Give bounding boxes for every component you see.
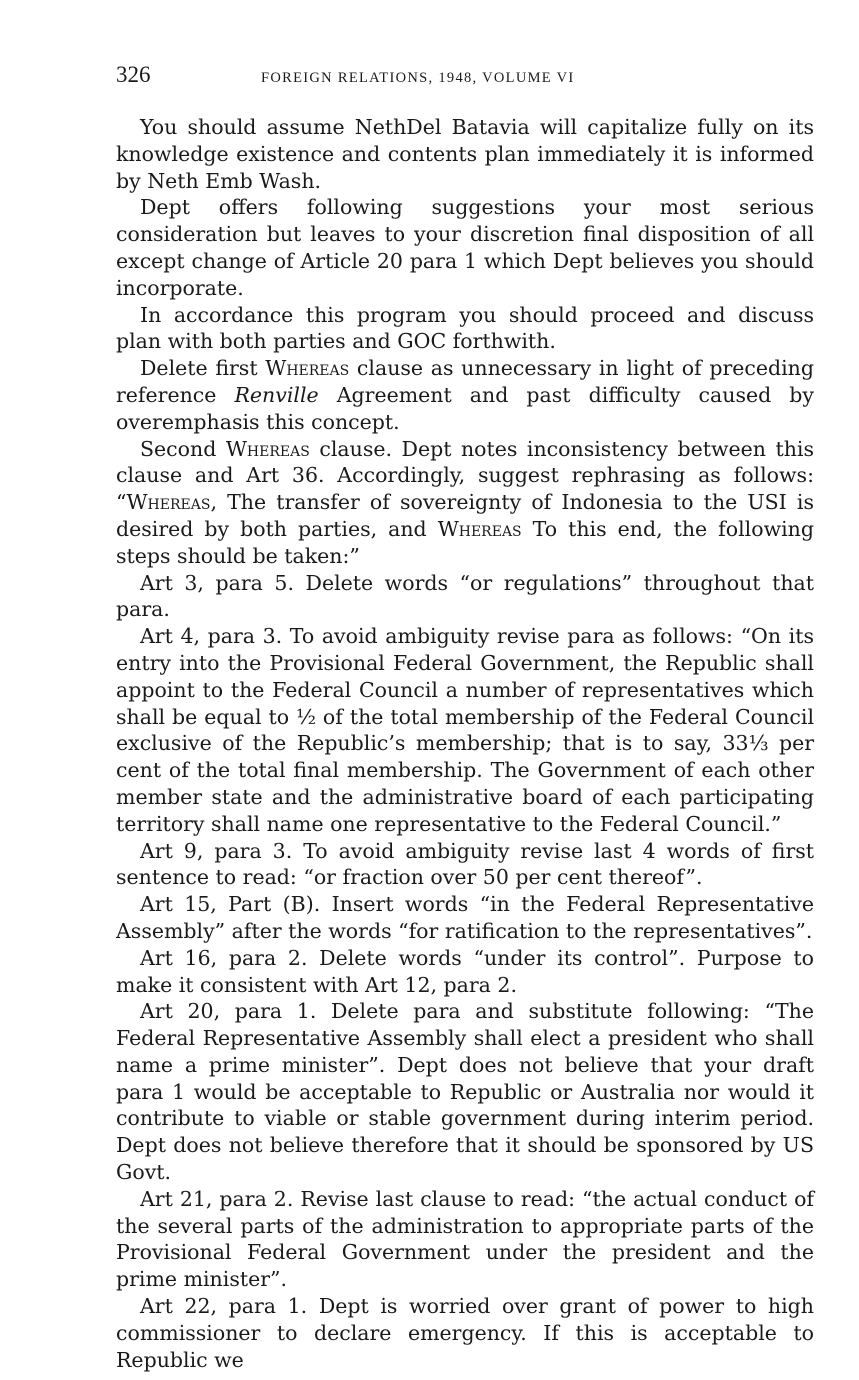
paragraph-11: Art 20, para 1. Delete para and substitute following: “The Federal Representative Assembly shall elect a president who shall name a prime minister”. Dept does not believe that your draft para 1 would be acceptable to Republic or Australia nor would it contribute to viable or stable government during interim period. Dept does not believe therefore that it should be sponsored by US Govt. [116, 999, 814, 1185]
paragraph-6: Art 3, para 5. Delete words “or regulations” throughout that para. [116, 570, 814, 622]
page-number: 326 [116, 62, 151, 87]
text-run: , The transfer of sovereignty of Indonesia to the USI is desired by both parties, and [116, 490, 814, 541]
text-run: clause as unnecessary in light of preceding reference [116, 356, 815, 407]
body-text [116, 114, 814, 1373]
paragraph-9: Art 15, Part (B). Insert words “in the Federal Representative Assembly” after the words “for ratification to the representatives”. [116, 892, 814, 943]
paragraph-3: In accordance this program you should proceed and discuss plan with both parties and GOC forthwith. [116, 302, 814, 354]
whereas-term: Whereas [126, 490, 211, 515]
text-run: To this end, the following steps should be taken:” [116, 516, 814, 568]
document-page [116, 62, 814, 1373]
paragraph-7: Art 4, para 3. To avoid ambiguity revise para as follows: “On its entry into the Provisional Federal Government, the Republic shall appoint to the Federal Council a number of representatives which shall be equal to ½ of the total membership of the Federal Council exclusive of the Republic’s membership; that is to say, 33⅓ per cent of the total final membership. The Government of each other member state and the administrative board of each participating territory shall name one representative to the Federal Council.” [116, 624, 814, 836]
text-run: Agreement and past difficulty caused by overemphasis this concept. [116, 382, 814, 434]
paragraph-2: Dept offers following suggestions your most serious consideration but leaves to your discretion final disposition of all except change of Article 20 para 1 which Dept believes you should incorporate. [116, 195, 814, 300]
paragraph-1: You should assume NethDel Batavia will capitalize fully on its knowledge existence and contents plan immediately it is informed by Neth Emb Wash. [116, 115, 814, 193]
whereas-term: Whereas [437, 516, 522, 541]
paragraph-10: Art 16, para 2. Delete words “under its control”. Purpose to make it consistent with Art 12, para 2. [116, 945, 814, 997]
paragraph-8: Art 9, para 3. To avoid ambiguity revise last 4 words of first sentence to read: “or fraction over 50 per cent thereof”. [116, 838, 814, 890]
paragraph-4 [116, 355, 814, 435]
whereas-term: Whereas [265, 356, 350, 381]
renville-term: Renville [234, 382, 319, 407]
paragraph-5 [116, 436, 814, 570]
whereas-term: Whereas [225, 436, 310, 461]
text-run: Second [140, 436, 226, 461]
text-run: clause. Dept notes inconsistency between this clause and Art 36. Accordingly, suggest rephrasing as follows: “ [116, 436, 815, 515]
paragraph-12: Art 21, para 2. Revise last clause to read: “the actual conduct of the several parts of the administration to appropriate parts of the Provisional Federal Government under the president and the prime minister”. [116, 1186, 814, 1292]
paragraph-13: Art 22, para 1. Dept is worried over grant of power to high commissioner to declare emergency. If this is acceptable to Republic we [116, 1294, 814, 1372]
text-run: Delete first [140, 356, 266, 381]
page-header [116, 62, 814, 92]
running-head: FOREIGN RELATIONS, 1948, VOLUME VI [261, 70, 575, 86]
